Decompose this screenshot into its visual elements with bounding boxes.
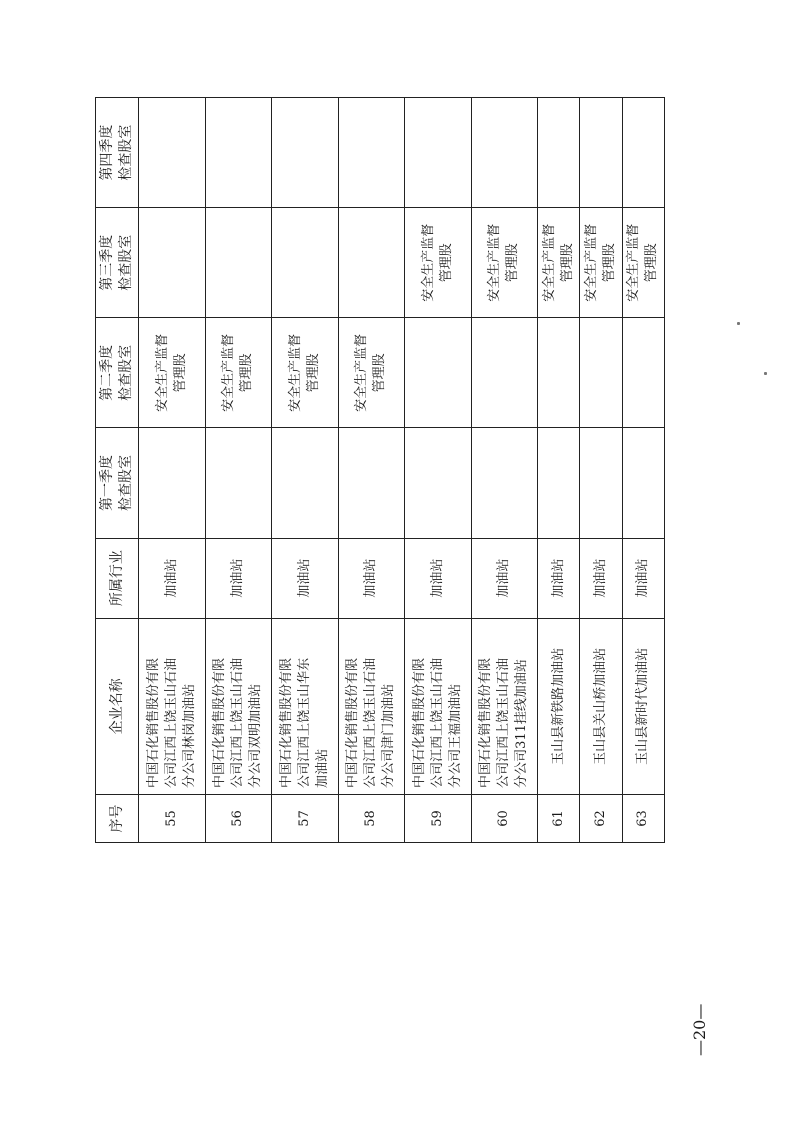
q3-department-line: 安全生产监督 (487, 223, 503, 302)
industry: 加油站 (272, 538, 339, 618)
header-no: 序号 (96, 794, 139, 842)
q1-department (405, 428, 472, 538)
table-row (139, 98, 206, 843)
enterprise-name-line: 中国石化销售股份有限 (145, 657, 161, 788)
industry: 加油站 (538, 538, 580, 618)
enterprise-name-line: 加油站 (314, 748, 330, 788)
table-header-row (96, 98, 139, 843)
q4-department (580, 98, 622, 208)
table-row (338, 98, 405, 843)
industry: 加油站 (405, 538, 472, 618)
industry: 加油站 (622, 538, 664, 618)
q2-department-line: 管理股 (305, 353, 321, 393)
enterprise-name-line: 公司江西上饶玉山石油 (429, 657, 445, 788)
q2-department-line: 安全生产监督 (354, 333, 370, 412)
header-q3-line2: 检查股室 (118, 234, 134, 291)
q1-department (272, 428, 339, 538)
q3-department-line: 管理股 (601, 243, 617, 283)
enterprise-name-line: 中国石化销售股份有限 (478, 657, 494, 788)
q2-department (622, 318, 664, 428)
q1-department (622, 428, 664, 538)
q3-department (139, 208, 206, 318)
q3-department (405, 208, 472, 318)
industry: 加油站 (139, 538, 206, 618)
q2-department (580, 318, 622, 428)
enterprise-name (405, 618, 472, 794)
header-q2 (96, 318, 139, 428)
page-footer (690, 1000, 730, 1060)
q2-department-line: 安全生产监督 (154, 333, 170, 412)
table-body (139, 98, 665, 843)
q3-department (580, 208, 622, 318)
industry: 加油站 (338, 538, 405, 618)
q3-department (471, 208, 538, 318)
row-number: 61 (538, 794, 580, 842)
q4-department (338, 98, 405, 208)
q2-department (205, 318, 272, 428)
q3-department (338, 208, 405, 318)
table-row (580, 98, 622, 843)
header-q1-line1: 第一季度 (99, 455, 115, 512)
enterprise-name-line: 玉山县关山桥加油站 (592, 647, 608, 765)
enterprise-name-line: 分公司津门加油站 (381, 683, 397, 788)
table-row (622, 98, 664, 843)
table-row (205, 98, 272, 843)
header-industry: 所属行业 (96, 538, 139, 618)
enterprise-name (538, 618, 580, 794)
q4-department (471, 98, 538, 208)
industry: 加油站 (471, 538, 538, 618)
row-number: 57 (272, 794, 339, 842)
q3-department-line: 安全生产监督 (626, 223, 642, 302)
header-q3 (96, 208, 139, 318)
row-number: 56 (205, 794, 272, 842)
q1-department (538, 428, 580, 538)
enterprise-name-line: 中国石化销售股份有限 (345, 657, 361, 788)
rotated-table-page (95, 97, 665, 843)
enterprise-name (580, 618, 622, 794)
q2-department (471, 318, 538, 428)
industry: 加油站 (205, 538, 272, 618)
header-q2-line2: 检查股室 (118, 344, 134, 401)
q2-department-line: 管理股 (239, 353, 255, 393)
q4-department (538, 98, 580, 208)
q2-department (272, 318, 339, 428)
q3-department (538, 208, 580, 318)
q3-department-line: 管理股 (644, 243, 660, 283)
q4-department (405, 98, 472, 208)
enterprise-name (139, 618, 206, 794)
enterprise-name (272, 618, 339, 794)
header-q1-line2: 检查股室 (118, 455, 134, 512)
q2-department-line: 管理股 (172, 353, 188, 393)
header-q4 (96, 98, 139, 208)
enterprise-name-line: 分公司311挂线加油站 (514, 659, 530, 788)
q4-department (272, 98, 339, 208)
q2-department (405, 318, 472, 428)
industry: 加油站 (580, 538, 622, 618)
q3-department (205, 208, 272, 318)
enterprise-name-line: 分公司双明加油站 (248, 683, 264, 788)
scan-speck (737, 322, 740, 325)
q4-department (622, 98, 664, 208)
table-row (405, 98, 472, 843)
enterprise-name (622, 618, 664, 794)
enterprise-name-line: 公司江西上饶玉山石油 (163, 657, 179, 788)
q2-department-line: 安全生产监督 (221, 333, 237, 412)
q3-department-line: 管理股 (505, 243, 521, 283)
q3-department-line: 安全生产监督 (583, 223, 599, 302)
enterprise-name-line: 公司江西上饶玉山石油 (230, 657, 246, 788)
q1-department (580, 428, 622, 538)
header-q2-line1: 第二季度 (99, 344, 115, 401)
enterprise-name-line: 公司江西上饶玉山石油 (363, 657, 379, 788)
row-number: 63 (622, 794, 664, 842)
enterprise-name-line: 玉山县新时代加油站 (635, 647, 651, 765)
row-number: 59 (405, 794, 472, 842)
row-number: 58 (338, 794, 405, 842)
q3-department-line: 安全生产监督 (541, 223, 557, 302)
enterprise-name (205, 618, 272, 794)
header-q4-line1: 第四季度 (99, 124, 115, 181)
q3-department-line: 管理股 (559, 243, 575, 283)
scan-speck (764, 372, 767, 375)
q1-department (471, 428, 538, 538)
table-row (272, 98, 339, 843)
enterprise-name-line: 中国石化销售股份有限 (411, 657, 427, 788)
table-row (471, 98, 538, 843)
q2-department (139, 318, 206, 428)
inspection-schedule-table (95, 97, 665, 843)
q3-department (622, 208, 664, 318)
q4-department (205, 98, 272, 208)
enterprise-name-line: 分公司林岗加油站 (181, 683, 197, 788)
header-q3-line1: 第三季度 (99, 234, 115, 291)
header-enterprise-name: 企业名称 (96, 618, 139, 794)
enterprise-name (471, 618, 538, 794)
q2-department-line: 安全生产监督 (287, 333, 303, 412)
header-q4-line2: 检查股室 (118, 124, 134, 181)
enterprise-name-line: 公司江西上饶玉山石油 (496, 657, 512, 788)
page-number: —20— (690, 1003, 709, 1056)
row-number: 55 (139, 794, 206, 842)
q1-department (338, 428, 405, 538)
enterprise-name-line: 公司江西上饶玉山华东 (296, 657, 312, 788)
q2-department (338, 318, 405, 428)
q3-department-line: 安全生产监督 (420, 223, 436, 302)
q1-department (139, 428, 206, 538)
table-row (538, 98, 580, 843)
row-number: 60 (471, 794, 538, 842)
q3-department (272, 208, 339, 318)
row-number: 62 (580, 794, 622, 842)
q2-department (538, 318, 580, 428)
header-q1 (96, 428, 139, 538)
enterprise-name (338, 618, 405, 794)
q3-department-line: 管理股 (438, 243, 454, 283)
enterprise-name-line: 中国石化销售股份有限 (278, 657, 294, 788)
enterprise-name-line: 中国石化销售股份有限 (212, 657, 228, 788)
q4-department (139, 98, 206, 208)
enterprise-name-line: 分公司王福加油站 (447, 683, 463, 788)
q1-department (205, 428, 272, 538)
enterprise-name-line: 玉山县新铁路加油站 (550, 647, 566, 765)
q2-department-line: 管理股 (372, 353, 388, 393)
